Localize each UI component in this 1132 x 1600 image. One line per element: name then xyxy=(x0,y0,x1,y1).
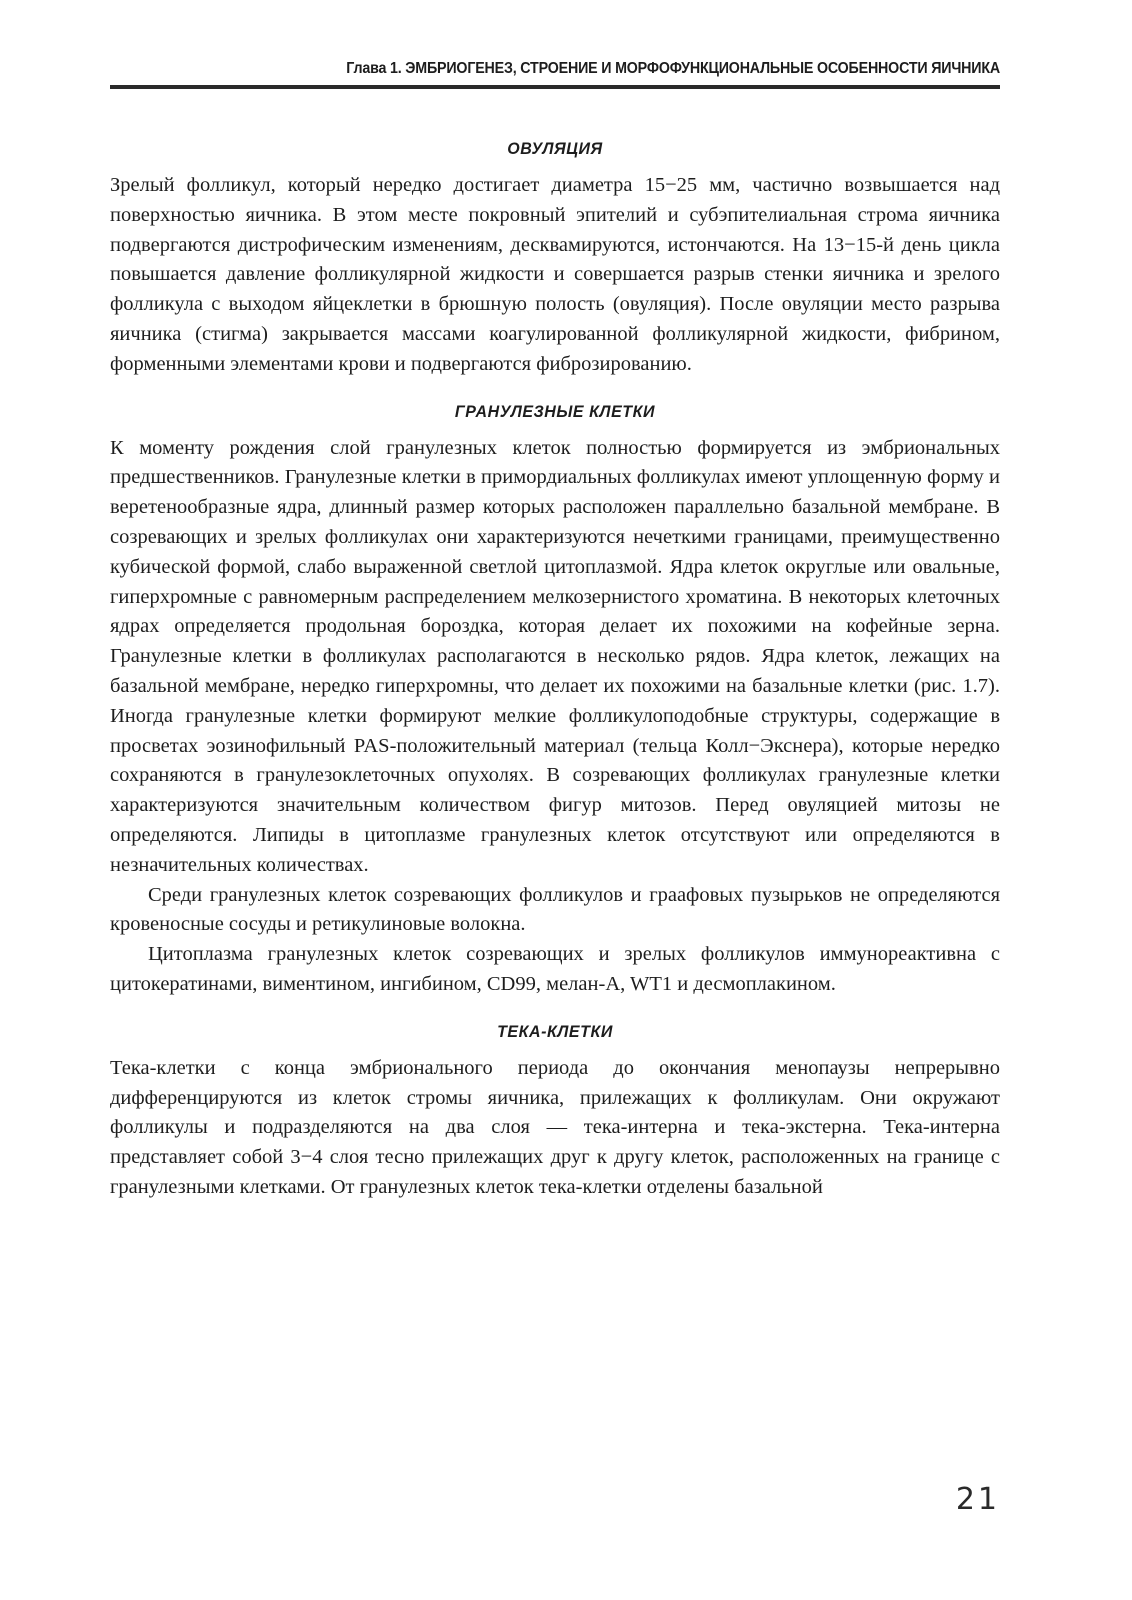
paragraph-theca: Тека-клетки с конца эмбрионального периода до окончания менопаузы непрерывно дифференцируются из клеток стромы яичника, прилежащих к фолликулам. Они окружают фолликулы и подразделяются на два слоя — тека-интерна и тека-экстерна. Тека-интерна представляет собой 3−4 слоя тесно прилежащих друг к другу клеток, расположенных на границе с гранулезными клетками. От гранулезных клеток тека-клетки отделены базальной xyxy=(110,1056,1000,1198)
section-title-granulosa-cells: ГРАНУЛЕЗНЫЕ КЛЕТКИ xyxy=(454,401,656,421)
book-page xyxy=(110,60,1000,1203)
header-rule xyxy=(110,85,1000,89)
paragraph-granulosa-3: Цитоплазма гранулезных клеток созревающих и зрелых фолликулов иммунореактивна с цитокератинами, виментином, ингибином, CD99, мелан-A, WT1 и десмоплакином. xyxy=(110,943,1000,995)
running-header: Глава 1. ЭМБРИОГЕНЕЗ, СТРОЕНИЕ И МОРФОФУНКЦИОНАЛЬНЫЕ ОСОБЕННОСТИ ЯИЧНИКА xyxy=(346,60,1000,77)
paragraph-ovulation: Зрелый фолликул, который нередко достигает диаметра 15−25 мм, частично возвышается над поверхностью яичника. В этом месте покровный эпителий и субэпителиальная строма яичника подвергаются дистрофическим изменениям, десквамируются, истончаются. На 13−15-й день цикла повышается давление фолликулярной жидкости и совершается разрыв стенки яичника и зрелого фолликула с выходом яйцеклетки в брюшную полость (овуляция). После овуляции место разрыва яичника (стигма) закрывается массами коагулированной фолликулярной жидкости, фибрином, форменными элементами крови и подвергаются фиброзированию. xyxy=(110,174,1000,375)
paragraph-granulosa-1: К моменту рождения слой гранулезных клеток полностью формируется из эмбриональных предшественников. Гранулезные клетки в примордиальных фолликулах имеют уплощенную форму и веретенообразные ядра, длинный размер которых расположен параллельно базальной мембране. В созревающих и зрелых фолликулах они характеризуются нечеткими границами, преимущественно кубической формой, слабо выраженной светлой цитоплазмой. Ядра клеток округлые или овальные, гиперхромные с равномерным распределением мелкозернистого хроматина. В некоторых клеточных ядрах определяется продольная бороздка, которая делает их похожими на кофейные зерна. Гранулезные клетки в фолликулах располагаются в несколько рядов. Ядра клеток, лежащих на базальной мембране, нередко гиперхромны, что делает их похожими на базальные клетки (рис. 1.7). Иногда гранулезные клетки формируют мелкие фолликулоподобные структуры, содержащие в просветах эозинофильный PAS-положительный материал (тельца Колл−Экснера), которые нередко сохраняются в гранулезоклеточных опухолях. В созревающих фолликулах гранулезные клетки характеризуются значительным количеством фигур митозов. Перед овуляцией митозы не определяются. Липиды в цитоплазме гранулезных клеток отсутствуют или определяются в незначительных количествах. xyxy=(110,436,1000,876)
page-number: 21 xyxy=(955,1482,1000,1517)
paragraph-granulosa-2: Среди гранулезных клеток созревающих фолликулов и граафовых пузырьков не определяются кровеносные сосуды и ретикулиновые волокна. xyxy=(110,883,1000,936)
section-title-ovulation: ОВУЛЯЦИЯ xyxy=(507,139,603,158)
section-title-theca-cells: ТЕКА-КЛЕТКИ xyxy=(497,1021,613,1041)
